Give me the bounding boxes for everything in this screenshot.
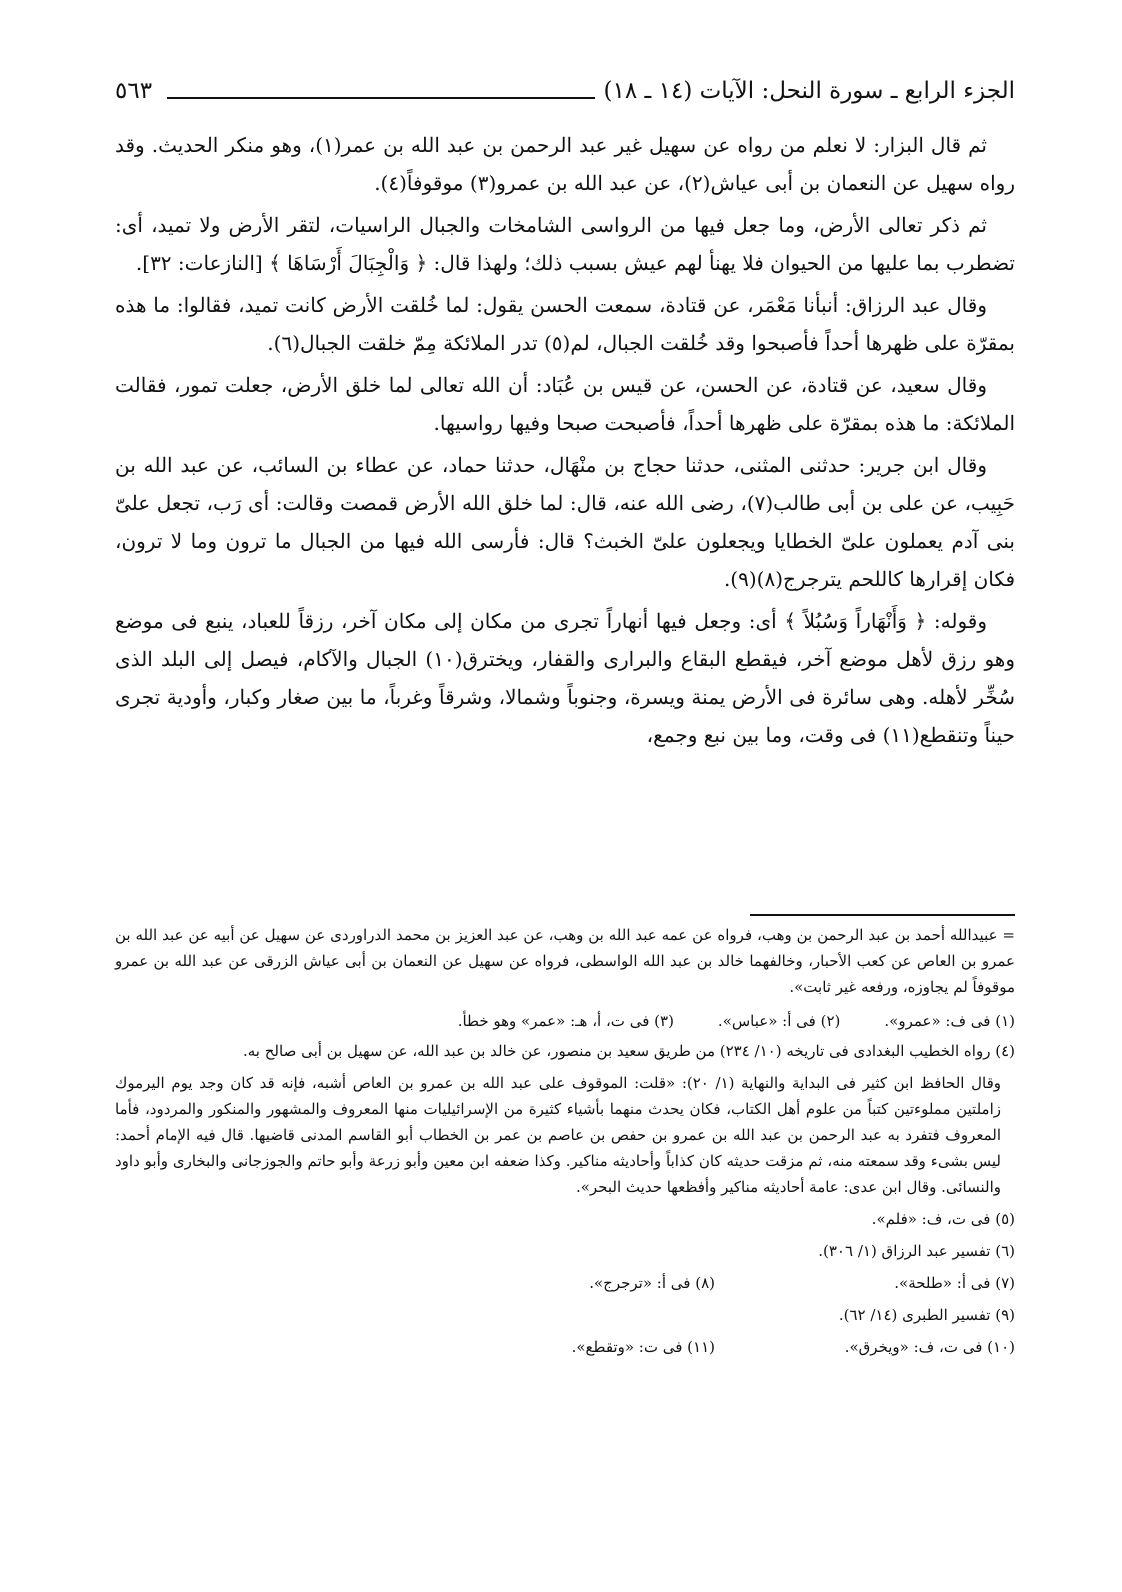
paragraph: ثم ذكر تعالى الأرض، وما جعل فيها من الرواسى الشامخات والجبال الراسيات، لتقر الأرض ولا تميد، أى: تضطرب بما عليها من الحيوان فلا يهنأ لهم عيش بسبب ذلك؛ ولهذا قال: ﴿ وَالْجِبَالَ أَرْسَاهَا ﴾ [النازعات: ٣٢].: [115, 213, 1015, 275]
header-rule: [167, 97, 595, 99]
footnote-row: [115, 1270, 1015, 1296]
footnote-2: (٢) فى أ: «عباس».: [717, 1012, 841, 1030]
footnote-4: (٤) رواه الخطيب البغدادى فى تاريخه (١٠/ ٢٣٤) من طريق سعيد بن منصور، عن خالد بن عبد الله، عن سهيل بن أبى صالح به.: [243, 1042, 1015, 1060]
footnote-5: (٥) فى ت، ف: «فلم».: [871, 1210, 1015, 1228]
paragraph: وقال عبد الرزاق: أنبأنا مَعْمَر، عن قتادة، سمعت الحسن يقول: لما خُلقت الأرض كانت تميد، فقالوا: ما هذه بمقرّة على ظهرها أحداً فأصبحوا وقد خُلقت الجبال، لم(٥) تدر الملائكة مِمّ خلقت الجبال(٦).: [115, 293, 1015, 355]
footnote-6: (٦) تفسير عبد الرزاق (١/ ٣٠٦).: [818, 1242, 1015, 1260]
paragraph: وقوله: ﴿ وَأَنْهَاراً وَسُبُلاً ﴾ أى: وجعل فيها أنهاراً تجرى من مكان إلى مكان آخر، رزقاً للعباد، ينبع فى موضع وهو رزق لأهل موضع آخر، فيقطع البقاع والبرارى والقفار، ويخترق(١٠) الجبال والآكام، فيصل إلى البلد الذى سُخِّر لأهله. وهى سائرة فى الأرض يمنة ويسرة، وجنوباً وشمالا، وشرقاً وغرباً، ما بين صغار وكبار، وأودية تجرى حيناً وتنقطع(١١) فى وقت، وما بين نبع وجمع،: [115, 609, 1015, 747]
footnote-row: [115, 1008, 1015, 1034]
paragraph: وقال سعيد، عن قتادة، عن الحسن، عن قيس بن عُبَاد: أن الله تعالى لما خلق الأرض، جعلت تمور، فقالت الملائكة: ما هذه بمقرّة على ظهرها أحداً، فأصبحت صبحا وفيها رواسيها.: [115, 373, 1015, 435]
footnote-10: (١٠) فى ت، ف: «ويخرق».: [844, 1338, 1015, 1356]
footnote-11: (١١) فى ت: «وتقطع».: [571, 1338, 715, 1356]
footnote-3: (٣) فى ت، أ، هـ: «عمر» وهو خطأ.: [457, 1012, 674, 1030]
footnotes: [115, 922, 1015, 1366]
footnote-8: (٨) فى أ: «ترجرج».: [589, 1274, 715, 1292]
paragraph: وقال ابن جرير: حدثنى المثنى، حدثنا حجاج بن منْهَال، حدثنا حماد، عن عطاء بن السائب، عن عبد الله بن حَبِيب، عن على بن أبى طالب(٧)، رضى الله عنه، قال: لما خلق الله الأرض قمصت وقالت: أى رَب، تجعل علىّ بنى آدم يعملون علىّ الخطايا ويجعلون علىّ الخبث؟ قال: فأرسى الله فيها من الجبال ما ترون وما لا ترون، فكان إقرارها كاللحم يترجرج(٨)(٩).: [115, 453, 1016, 591]
paragraph: ثم قال البزار: لا نعلم من رواه عن سهيل غير عبد الرحمن بن عبد الله بن عمر(١)، وهو منكر الحديث. وقد رواه سهيل عن النعمان بن أبى عياش(٢)، عن عبد الله بن عمرو(٣) موقوفاً(٤).: [115, 133, 1015, 195]
running-header: [115, 72, 1015, 122]
footnote-9: (٩) تفسير الطبرى (١٤/ ٦٢).: [838, 1306, 1015, 1324]
header-title: الجزء الرابع ـ سورة النحل: الآيات (١٤ ـ ١٨): [603, 78, 1015, 104]
page-number: ٥٦٣: [115, 78, 153, 104]
footnote-separator: [750, 914, 1015, 916]
footnote-7: (٧) فى أ: «طلحة».: [894, 1274, 1015, 1292]
main-text: [115, 126, 1015, 758]
footnote-1: (١) فى ف: «عمرو».: [884, 1012, 1015, 1030]
footnote-row: [115, 1334, 1015, 1360]
footnote-continuation: = عبيدالله أحمد بن عبد الرحمن بن وهب، فرواه عن عمه عبد الله بن وهب، عن عبد العزيز بن محمد الدراوردى عن سهيل عن أبيه عن عبد الله بن عمرو بن العاص عن كعب الأحبار، وخالفهما خالد بن عبد الله الواسطى، فرواه عن سهيل عن النعمان بن أبى عياش الزرقى عن عبد الله بن عمرو موقوفاً لم يجاوزه، ورفعه غير ثابت».: [115, 926, 1015, 996]
footnote-4-quote: وقال الحافظ ابن كثير فى البداية والنهاية (١/ ٢٠): «قلت: الموقوف على عبد الله بن عمرو بن العاص أشبه، فإنه قد كان وجد يوم اليرموك زاملتين مملوءتين كتباً من علوم أهل الكتاب، فكان يحدث منهما بأشياء كثيرة من الإسرائيليات منها المعروف والمشهور والمنكور والمردود، فأما المعروف فتفرد به عبد الرحمن بن عبد الله بن عمرو بن حفص بن عاصم بن عمر بن الخطاب أبو القاسم المدنى قاضيها. قال فيه الإمام أحمد: ليس بشىء وقد سمعته منه، ثم مزقت حديثه كان كذاباً وأحاديثه مناكير. وكذا ضعفه ابن معين وأبو زرعة وأبو حاتم والجوزجانى والبخارى وأبو داود والنسائى. وقال ابن عدى: عامة أحاديثه مناكير وأفظعها حديث البحر».: [115, 1074, 1001, 1196]
